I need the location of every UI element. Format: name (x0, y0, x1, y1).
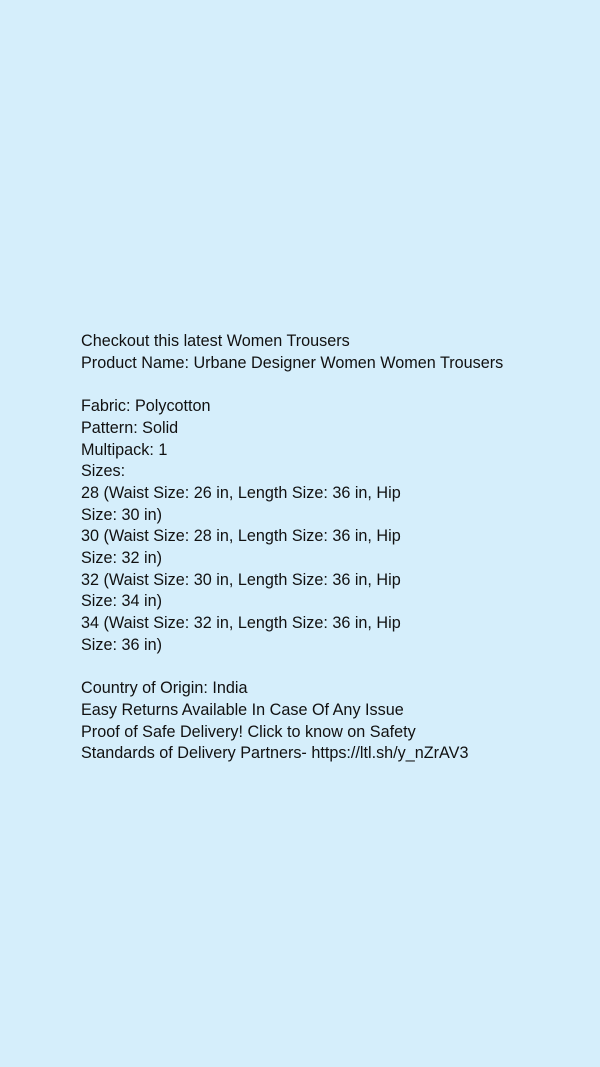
size-28-line1: 28 (Waist Size: 26 in, Length Size: 36 in, Hip (81, 483, 401, 502)
size-34-line1: 34 (Waist Size: 32 in, Length Size: 36 in, Hip (81, 614, 401, 633)
size-32-line2: Size: 34 in) (81, 592, 162, 611)
multipack-text: Multipack: 1 (81, 440, 168, 459)
size-32-line1: 32 (Waist Size: 30 in, Length Size: 36 in, Hip (81, 570, 401, 589)
safety-text-line1: Proof of Safe Delivery! Click to know on Safety (81, 722, 416, 741)
safety-text-line2: Standards of Delivery Partners- https://ltl.sh/y_nZrAV3 (81, 744, 469, 763)
size-34-line2: Size: 36 in) (81, 635, 162, 654)
product-name: Product Name: Urbane Designer Women Women Trousers (81, 353, 504, 372)
size-30-line1: 30 (Waist Size: 28 in, Length Size: 36 in, Hip (81, 527, 401, 546)
intro-text: Checkout this latest Women Trousers (81, 332, 350, 350)
sizes-heading: Sizes: (81, 462, 126, 481)
returns-text: Easy Returns Available In Case Of Any Issue (81, 700, 404, 719)
pattern-text: Pattern: Solid (81, 418, 179, 437)
size-28-line2: Size: 30 in) (81, 505, 162, 524)
size-30-line2: Size: 32 in) (81, 549, 162, 568)
fabric-text: Fabric: Polycotton (81, 397, 211, 416)
product-description (81, 331, 541, 765)
country-of-origin: Country of Origin: India (81, 679, 248, 698)
spacer (81, 374, 541, 396)
spacer (81, 657, 541, 679)
